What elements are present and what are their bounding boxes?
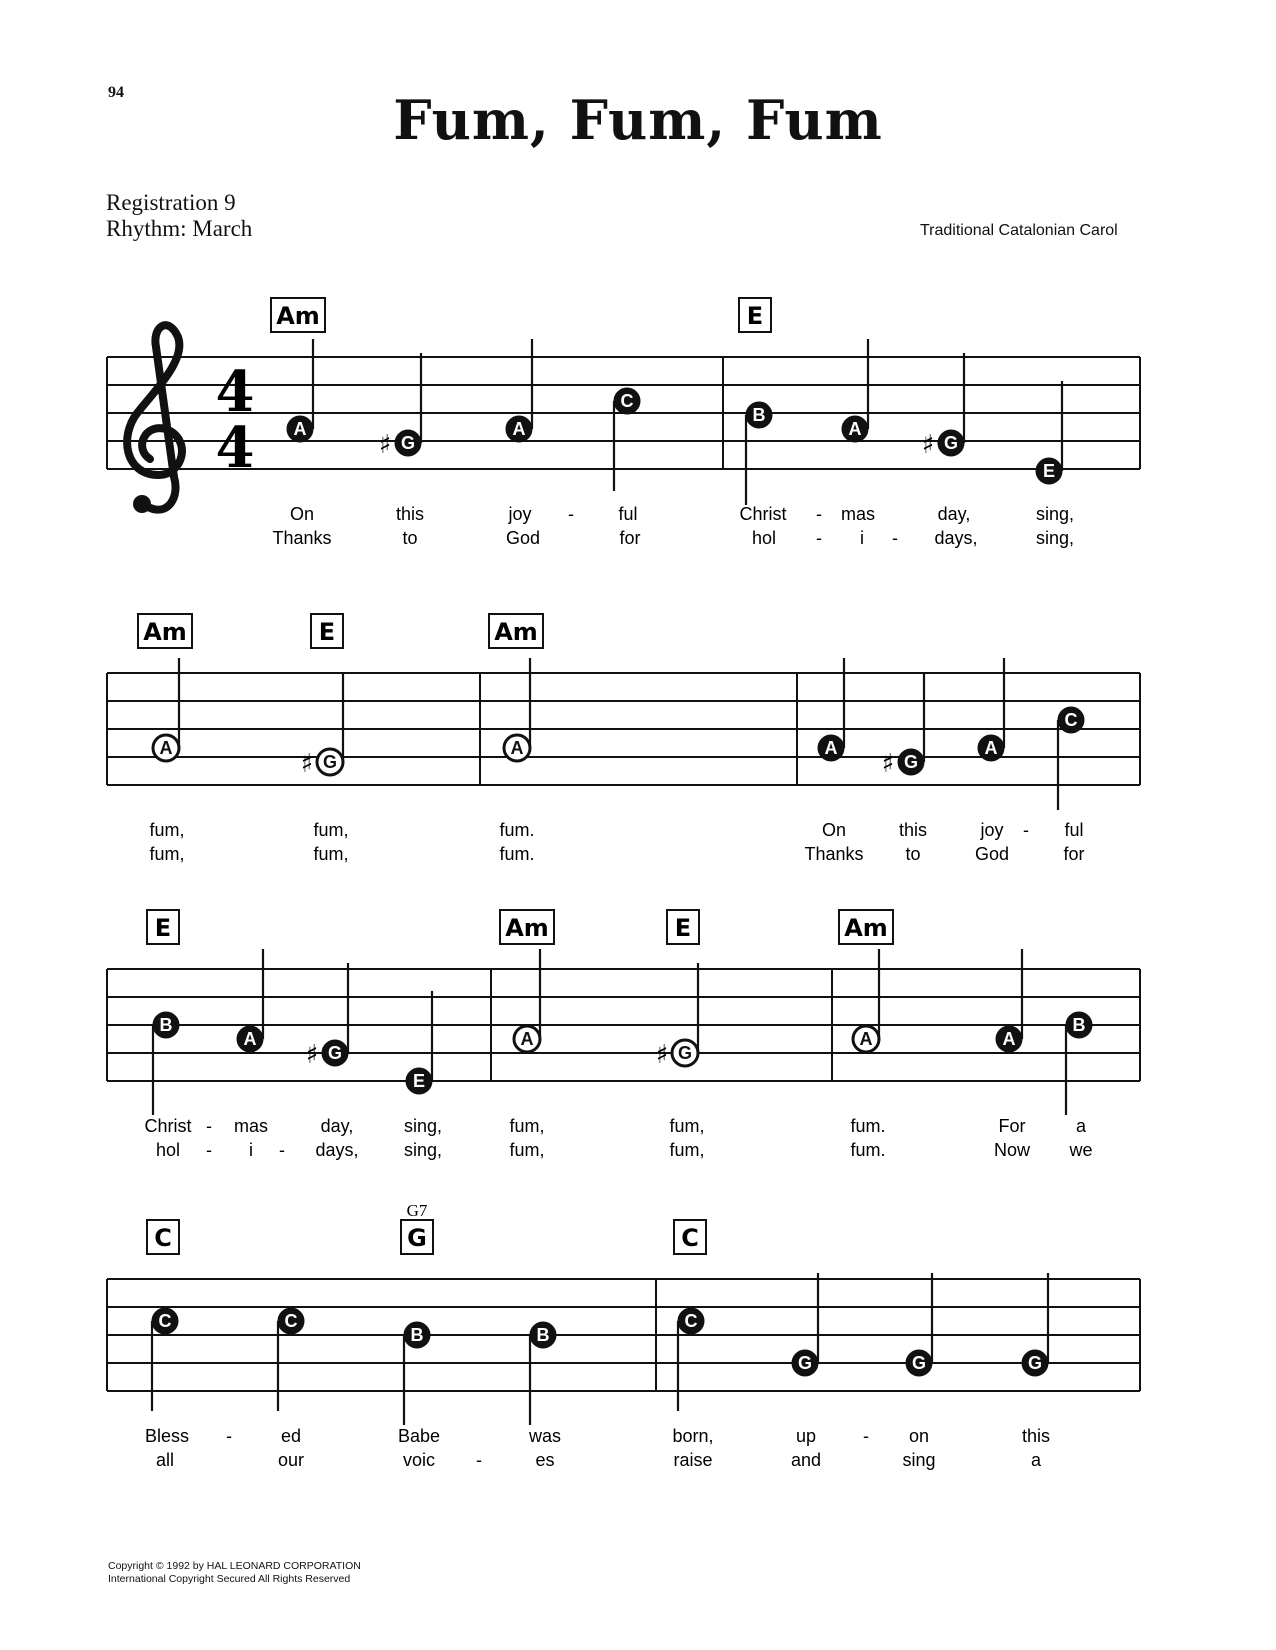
lyric-syllable: to: [905, 844, 921, 864]
lyric-syllable: -: [206, 1140, 212, 1160]
copyright-line-1: Copyright © 1992 by HAL LEONARD CORPORATION: [108, 1560, 361, 1572]
note: [404, 1322, 430, 1425]
lyric-syllable: mas: [233, 1116, 269, 1136]
lyric-syllable: On: [821, 820, 847, 840]
lyric-syllable: For: [998, 1116, 1026, 1136]
note-letter: C: [1064, 710, 1078, 730]
lyric-syllable: day,: [937, 504, 971, 524]
note: [406, 991, 432, 1094]
lyric-syllable: -: [206, 1116, 212, 1136]
note: [792, 1273, 818, 1376]
note: [678, 1308, 704, 1411]
note: [746, 402, 772, 505]
lyric-syllable: for: [1063, 844, 1085, 864]
sharp-icon: ♯: [881, 749, 895, 779]
note-letter: G: [322, 752, 338, 772]
note: [996, 949, 1022, 1052]
composer: Traditional Catalonian Carol: [920, 222, 1118, 239]
lyric-syllable: we: [1069, 1140, 1093, 1160]
staff-system-2: [107, 614, 1140, 864]
lyric-syllable: sing,: [1035, 504, 1075, 524]
note-letter: G: [903, 752, 919, 772]
lyric-syllable: sing,: [1035, 528, 1075, 548]
chord-symbol: [401, 1201, 433, 1254]
chord-label: E: [318, 618, 336, 646]
chord-symbol: [138, 614, 192, 648]
lyric-syllable: -: [568, 504, 574, 524]
note-letter: A: [848, 419, 862, 439]
note: [506, 339, 532, 442]
note: [853, 949, 879, 1052]
chord-symbol: [739, 298, 771, 332]
lyric-syllable: raise: [673, 1450, 713, 1470]
note: [301, 672, 343, 779]
note-letter: C: [620, 391, 634, 411]
note-letter: A: [824, 738, 838, 758]
lyric-syllable: -: [863, 1426, 869, 1446]
lyric-syllable: ful: [1064, 820, 1084, 840]
note: [1022, 1273, 1048, 1376]
lyric-syllable: on: [908, 1426, 930, 1446]
note-letter: B: [410, 1325, 424, 1345]
note: [237, 949, 263, 1052]
note: [882, 672, 924, 779]
lyric-syllable: all: [155, 1450, 175, 1470]
chord-symbol: [311, 614, 343, 648]
lyric-syllable: Thanks: [272, 528, 332, 548]
note-letter: A: [984, 738, 998, 758]
note-letter: A: [1002, 1029, 1016, 1049]
sharp-icon: ♯: [655, 1040, 669, 1070]
note: [306, 963, 348, 1070]
lyric-syllable: ed: [280, 1426, 302, 1446]
note: [152, 1308, 178, 1411]
note-letter: C: [684, 1311, 698, 1331]
copyright: [108, 1560, 361, 1586]
note: [287, 339, 313, 442]
lyric-syllable: -: [226, 1426, 232, 1446]
chord-symbol: [147, 1220, 179, 1254]
chord-label: E: [674, 914, 692, 942]
chord-symbol: [271, 298, 325, 332]
lyric-syllable: -: [816, 504, 822, 524]
lyric-syllable: a: [1030, 1450, 1042, 1470]
note-letter: G: [327, 1043, 343, 1063]
note-letter: A: [520, 1029, 534, 1049]
chord-symbol: [667, 910, 699, 944]
note-letter: G: [1027, 1353, 1043, 1373]
chord-label: E: [154, 914, 172, 942]
lyric-syllable: fum.: [850, 1116, 886, 1136]
time-signature-top: 4: [215, 359, 255, 425]
chord-extra-label: G7: [406, 1201, 428, 1220]
lyric-syllable: hol: [155, 1140, 181, 1160]
note-letter: B: [536, 1325, 550, 1345]
lyric-syllable: Christ: [144, 1116, 192, 1136]
note: [379, 353, 421, 460]
lyric-syllable: sing,: [403, 1140, 443, 1160]
lyric-syllable: sing: [902, 1450, 936, 1470]
lyric-syllable: hol: [751, 528, 777, 548]
lyric-syllable: voic: [402, 1450, 436, 1470]
sharp-icon: ♯: [378, 430, 392, 460]
treble-clef-icon: [127, 325, 182, 513]
note-letter: A: [510, 738, 524, 758]
chord-label: Am: [494, 618, 538, 646]
lyric-syllable: was: [528, 1426, 562, 1446]
lyric-syllable: Christ: [739, 504, 787, 524]
lyric-syllable: sing,: [403, 1116, 443, 1136]
lyric-syllable: Babe: [397, 1426, 441, 1446]
lyric-syllable: -: [892, 528, 898, 548]
staff-system-3: [107, 910, 1140, 1160]
note-letter: C: [284, 1311, 298, 1331]
note-letter: A: [293, 419, 307, 439]
lyric-syllable: fum.: [499, 844, 535, 864]
lyric-syllable: mas: [840, 504, 876, 524]
lyric-syllable: a: [1075, 1116, 1087, 1136]
note: [530, 1322, 556, 1425]
note-letter: C: [158, 1311, 172, 1331]
note-letter: G: [400, 433, 416, 453]
lyric-syllable: -: [279, 1140, 285, 1160]
note-letter: B: [752, 405, 766, 425]
note-letter: G: [797, 1353, 813, 1373]
chord-symbol: [839, 910, 893, 944]
note-letter: A: [859, 1029, 873, 1049]
note: [842, 339, 868, 442]
note-letter: A: [243, 1029, 257, 1049]
chord-label: C: [154, 1224, 172, 1252]
lyric-syllable: Thanks: [804, 844, 864, 864]
note: [614, 388, 640, 491]
chord-symbol: [489, 614, 543, 648]
chord-label: Am: [276, 302, 320, 330]
registration: Registration 9: [106, 190, 236, 215]
lyric-syllable: Now: [993, 1140, 1031, 1160]
lyric-syllable: up: [795, 1426, 817, 1446]
lyric-syllable: -: [816, 528, 822, 548]
lyric-syllable: our: [277, 1450, 305, 1470]
lyric-syllable: es: [535, 1450, 555, 1470]
rhythm: Rhythm: March: [106, 216, 253, 241]
chord-symbol: [500, 910, 554, 944]
lyric-syllable: i: [249, 1140, 253, 1160]
lyric-syllable: fum,: [669, 1140, 705, 1160]
sharp-icon: ♯: [921, 430, 935, 460]
note-letter: B: [1072, 1015, 1086, 1035]
chord-label: Am: [505, 914, 549, 942]
lyric-syllable: this: [395, 504, 425, 524]
time-signature-bottom: 4: [215, 415, 255, 481]
lyric-syllable: fum.: [850, 1140, 886, 1160]
note: [922, 353, 964, 460]
lyric-syllable: ful: [618, 504, 638, 524]
note-letter: B: [159, 1015, 173, 1035]
page-number: 94: [108, 84, 124, 101]
note-letter: G: [911, 1353, 927, 1373]
note: [1066, 1012, 1092, 1115]
chord-label: E: [746, 302, 764, 330]
lyric-syllable: joy: [980, 820, 1004, 840]
note-letter: E: [412, 1071, 426, 1091]
lyric-syllable: -: [476, 1450, 482, 1470]
lyric-syllable: i: [860, 528, 864, 548]
lyric-syllable: Bless: [144, 1426, 190, 1446]
lyric-syllable: fum,: [313, 820, 349, 840]
lyric-syllable: fum,: [509, 1140, 545, 1160]
lyric-syllable: joy: [508, 504, 532, 524]
note: [1036, 381, 1062, 484]
lyric-syllable: fum,: [149, 820, 185, 840]
chord-symbol: [147, 910, 179, 944]
note: [278, 1308, 304, 1411]
lyric-syllable: God: [974, 844, 1010, 864]
staff-system-4: [107, 1201, 1140, 1470]
note-letter: A: [159, 738, 173, 758]
lyric-syllable: days,: [315, 1140, 359, 1160]
chord-label: G: [407, 1224, 427, 1252]
lyric-syllable: -: [1023, 820, 1029, 840]
lyric-syllable: born,: [672, 1426, 714, 1446]
lyric-syllable: day,: [320, 1116, 354, 1136]
note: [153, 1012, 179, 1115]
copyright-line-2: International Copyright Secured All Rights Reserved: [108, 1573, 351, 1585]
lyric-syllable: to: [402, 528, 418, 548]
lyric-syllable: God: [505, 528, 541, 548]
lyric-syllable: days,: [934, 528, 978, 548]
lyric-syllable: fum.: [499, 820, 535, 840]
sharp-icon: ♯: [305, 1040, 319, 1070]
note-letter: G: [943, 433, 959, 453]
song-title: Fum, Fum, Fum: [393, 88, 883, 152]
note-letter: E: [1042, 461, 1056, 481]
staff-system-1: [107, 298, 1140, 548]
lyric-syllable: fum,: [149, 844, 185, 864]
lyric-syllable: fum,: [509, 1116, 545, 1136]
lyric-syllable: for: [619, 528, 641, 548]
lyric-syllable: On: [289, 504, 315, 524]
lyric-syllable: fum,: [669, 1116, 705, 1136]
sharp-icon: ♯: [300, 749, 314, 779]
lyric-syllable: this: [898, 820, 928, 840]
chord-label: C: [681, 1224, 699, 1252]
note-letter: A: [512, 419, 526, 439]
lyric-syllable: and: [790, 1450, 822, 1470]
chord-label: Am: [844, 914, 888, 942]
note: [514, 949, 540, 1052]
lyric-syllable: fum,: [313, 844, 349, 864]
note: [1058, 707, 1084, 810]
chord-label: Am: [143, 618, 187, 646]
note: [656, 963, 698, 1070]
lyric-syllable: this: [1021, 1426, 1051, 1446]
note: [906, 1273, 932, 1376]
note-letter: G: [677, 1043, 693, 1063]
chord-symbol: [674, 1220, 706, 1254]
